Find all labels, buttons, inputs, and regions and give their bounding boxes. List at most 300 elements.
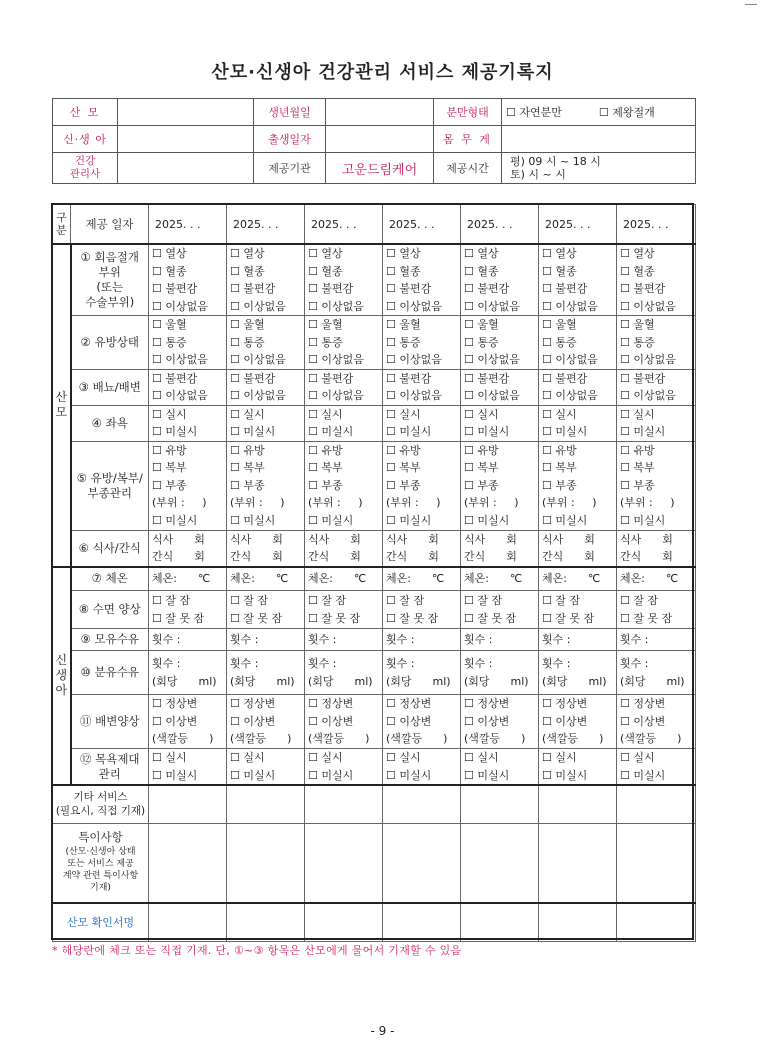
text-line: ☐ 부종	[386, 478, 421, 492]
text-line: ☐ 불편감	[230, 282, 276, 295]
record-cell[interactable]	[383, 530, 461, 567]
time-field[interactable]: 평) 09 시 ~ 18 시 토) 시 ~ 시	[502, 153, 696, 184]
record-cell[interactable]	[305, 695, 383, 749]
text-line: ☐ 미실시	[542, 768, 588, 782]
text-line: 산	[55, 390, 68, 405]
text-line: ☐ 이상변	[542, 714, 588, 728]
record-cell[interactable]	[539, 651, 617, 695]
page-number: - 9 -	[370, 1024, 395, 1038]
record-cell[interactable]	[227, 369, 305, 405]
record-cell[interactable]	[149, 695, 227, 749]
text-line: 횟수 :	[230, 657, 259, 670]
birthdate-field[interactable]	[326, 99, 434, 126]
record-cell[interactable]	[227, 441, 305, 530]
text-line: (색깔등 )	[386, 732, 448, 746]
date-cell[interactable]: 2025. . .	[617, 205, 696, 245]
birth-date-label: 출생일자	[254, 126, 326, 153]
text-line: ☐ 이상변	[230, 714, 276, 728]
text-line: 모	[55, 405, 68, 420]
other-service-cell[interactable]	[617, 785, 696, 823]
record-cell[interactable]	[305, 629, 383, 651]
record-cell[interactable]	[539, 530, 617, 567]
row-label-r11	[71, 695, 149, 749]
record-cell[interactable]	[149, 369, 227, 405]
text-line: ⑪ 배변양상	[79, 714, 140, 728]
special-notes-cell[interactable]	[539, 823, 617, 903]
text-line: ☐ 부종	[230, 478, 265, 492]
text-line: 간식 회	[308, 550, 361, 563]
record-cell[interactable]	[539, 695, 617, 749]
record-cell[interactable]	[149, 651, 227, 695]
text-line: ☐ 미실시	[230, 425, 276, 438]
newborn-label: 신·생 아	[53, 126, 118, 153]
text-line: (색깔등 )	[308, 732, 370, 746]
text-line: ☐ 이상없음	[152, 353, 208, 366]
other-service-cell[interactable]	[149, 785, 227, 823]
text-line: 간식 회	[230, 550, 283, 563]
record-table	[52, 204, 696, 942]
text-line: ① 회음절개	[80, 250, 139, 264]
text-line: ☐ 정상변	[464, 697, 510, 711]
text-line: (색깔등 )	[620, 732, 682, 746]
text-line: ☐ 미실시	[308, 425, 354, 438]
text-line: ☐ 미실시	[464, 768, 510, 782]
record-cell[interactable]	[305, 591, 383, 629]
newborn-section-label	[53, 567, 71, 786]
text-line: ☐ 미실시	[386, 768, 432, 782]
special-notes-cell[interactable]	[227, 823, 305, 903]
birth-date-field[interactable]	[326, 126, 434, 153]
text-line: ☐ 불편감	[620, 282, 666, 295]
record-cell[interactable]	[227, 316, 305, 370]
row-label-r12	[71, 749, 149, 786]
date-cell[interactable]: 2025. . .	[539, 205, 617, 245]
text-line: ☐ 불편감	[308, 282, 354, 295]
text-line: 또는 서비스 제공	[67, 859, 134, 870]
text-line: ☐ 부종	[308, 478, 343, 492]
text-line: (회당 ml)	[542, 674, 607, 688]
record-cell[interactable]	[305, 749, 383, 786]
text-line: (회당 ml)	[308, 674, 373, 688]
record-cell[interactable]	[149, 316, 227, 370]
text-line: ☐ 혈종	[620, 264, 655, 278]
record-cell[interactable]	[617, 651, 696, 695]
text-line: ☐ 실시	[620, 751, 655, 764]
text-line: ☐ 이상없음	[308, 389, 364, 402]
record-cell[interactable]	[305, 369, 383, 405]
record-cell[interactable]	[383, 244, 461, 316]
record-cell[interactable]	[539, 567, 617, 591]
text-line: 관리	[98, 766, 121, 781]
signature-cell[interactable]	[227, 903, 305, 941]
text-line: 기타 서비스	[73, 791, 128, 804]
text-line: 식사 회	[386, 532, 439, 546]
delivery-type-label: 분만형태	[434, 99, 502, 126]
record-cell[interactable]	[617, 591, 696, 629]
record-cell[interactable]	[383, 441, 461, 530]
other-service-cell[interactable]	[383, 785, 461, 823]
record-cell[interactable]	[461, 530, 539, 567]
text-line: ☐ 잘 못 잠	[230, 611, 283, 625]
text-line: ☐ 미실시	[620, 513, 666, 527]
text-line: ☐ 열상	[464, 247, 499, 260]
text-line: (색깔등 )	[230, 732, 292, 746]
text-line: ☐ 부종	[464, 478, 499, 492]
text-line: ☐ 실시	[542, 407, 577, 421]
text-line: ☐ 통증	[386, 335, 421, 349]
text-line: (색깔등 )	[464, 732, 526, 746]
record-cell[interactable]	[461, 591, 539, 629]
text-line: ☐ 유방	[620, 443, 655, 457]
text-line: ☐ 이상없음	[464, 299, 520, 313]
delivery-cesarean-checkbox[interactable]: ☐ 제왕절개	[598, 106, 655, 119]
text-line: 횟수 :	[386, 632, 415, 646]
text-line: ☐ 실시	[386, 751, 421, 764]
record-cell[interactable]	[383, 567, 461, 591]
text-line: ☐ 이상변	[620, 714, 666, 728]
section-header	[53, 205, 71, 245]
record-cell[interactable]	[617, 405, 696, 441]
signature-cell[interactable]	[383, 903, 461, 941]
record-cell[interactable]	[461, 405, 539, 441]
record-cell[interactable]	[383, 651, 461, 695]
record-cell[interactable]	[305, 441, 383, 530]
record-cell[interactable]	[539, 405, 617, 441]
record-cell[interactable]	[539, 441, 617, 530]
signature-cell[interactable]	[461, 903, 539, 941]
text-line: ☐ 울혈	[542, 318, 577, 331]
row-label-r4	[71, 405, 149, 441]
text-line: 체온: ℃	[542, 572, 601, 585]
text-line: (부위 : )	[464, 496, 519, 510]
text-line: ☐ 유방	[542, 443, 577, 457]
special-notes-label	[53, 823, 149, 903]
text-line: 간식 회	[464, 550, 517, 563]
text-line: ⑫ 목욕제대	[79, 751, 140, 766]
record-cell[interactable]	[305, 651, 383, 695]
text-line: ☐ 통증	[230, 335, 265, 349]
date-cell[interactable]: 2025. . .	[461, 205, 539, 245]
text-line: ☐ 울혈	[308, 318, 343, 331]
text-line: ☐ 정상변	[308, 697, 354, 711]
text-line: ☐ 이상변	[464, 714, 510, 728]
weight-label: 몸 무 게	[434, 126, 502, 153]
text-line: ☐ 불편감	[620, 371, 666, 385]
record-cell[interactable]	[383, 695, 461, 749]
text-line: 횟수 :	[620, 632, 649, 646]
other-service-cell[interactable]	[227, 785, 305, 823]
record-cell[interactable]	[227, 591, 305, 629]
text-line: ☐ 통증	[152, 335, 187, 349]
text-line: ☐ 실시	[308, 407, 343, 421]
text-line: 횟수 :	[308, 657, 337, 670]
text-line: 간식 회	[386, 550, 439, 563]
record-cell[interactable]	[461, 441, 539, 530]
record-cell[interactable]	[461, 651, 539, 695]
text-line: ☐ 실시	[152, 407, 187, 421]
text-line: 횟수 :	[464, 657, 493, 670]
text-line: ⑨ 모유수유	[80, 632, 139, 646]
text-line: ☐ 잘 잠	[620, 594, 659, 607]
text-line: ☐ 불편감	[464, 371, 510, 385]
record-cell[interactable]	[227, 749, 305, 786]
weight-field[interactable]	[502, 126, 696, 153]
text-line: 식사 회	[152, 532, 205, 546]
text-line: (색깔등 )	[542, 732, 604, 746]
record-cell[interactable]	[227, 530, 305, 567]
record-cell[interactable]	[149, 244, 227, 316]
text-line: 간식 회	[620, 550, 673, 563]
other-service-cell[interactable]	[305, 785, 383, 823]
row-label-r6	[71, 530, 149, 567]
newborn-name-field[interactable]	[118, 126, 254, 153]
record-cell[interactable]	[539, 369, 617, 405]
record-cell[interactable]	[461, 244, 539, 316]
record-cell[interactable]	[383, 316, 461, 370]
delivery-natural-checkbox[interactable]: ☐ 자연분만	[506, 106, 562, 119]
text-line: ☐ 열상	[542, 247, 577, 260]
text-line: ④ 좌욕	[91, 415, 128, 430]
record-cell[interactable]	[539, 316, 617, 370]
text-line: ☐ 울혈	[386, 318, 421, 331]
record-cell[interactable]	[383, 629, 461, 651]
text-line: ⑥ 식사/간식	[78, 540, 141, 555]
text-line: 횟수 :	[230, 632, 259, 646]
record-cell[interactable]	[149, 405, 227, 441]
record-cell[interactable]	[383, 369, 461, 405]
text-line: ☐ 이상없음	[308, 299, 364, 313]
mother-signature-label: 산모 확인서명	[53, 903, 149, 941]
text-line: ☐ 이상없음	[386, 389, 442, 402]
text-line: ☐ 복부	[308, 461, 343, 475]
text-line: ☐ 울혈	[230, 318, 265, 331]
record-cell[interactable]	[617, 567, 696, 591]
record-cell[interactable]	[227, 567, 305, 591]
manager-name-field[interactable]	[118, 153, 254, 184]
record-cell[interactable]	[617, 530, 696, 567]
text-line: ☐ 잘 잠	[386, 594, 425, 607]
time-label: 제공시간	[434, 153, 502, 184]
text-line: (부위 : )	[152, 496, 207, 510]
other-service-cell[interactable]	[539, 785, 617, 823]
text-line: ☐ 불편감	[152, 371, 198, 385]
record-cell[interactable]	[617, 629, 696, 651]
record-cell[interactable]	[227, 244, 305, 316]
record-cell[interactable]	[539, 629, 617, 651]
record-cell[interactable]	[305, 316, 383, 370]
text-line: (또는	[96, 280, 124, 294]
text-line: ☐ 통증	[542, 335, 577, 349]
row-label-r10	[71, 651, 149, 695]
text-line: 간식 회	[542, 550, 595, 563]
other-service-cell[interactable]	[461, 785, 539, 823]
record-cell[interactable]	[461, 695, 539, 749]
text-line: ☐ 유방	[152, 443, 187, 457]
text-line: 식사 회	[542, 532, 595, 546]
text-line: 체온: ℃	[308, 572, 367, 585]
record-cell[interactable]	[149, 749, 227, 786]
text-line: ☐ 복부	[464, 461, 499, 475]
text-line: ☐ 열상	[386, 247, 421, 260]
text-line: ☐ 이상없음	[464, 353, 520, 366]
text-line: ☐ 열상	[308, 247, 343, 260]
info-table	[52, 98, 696, 184]
text-line: ☐ 혈종	[152, 264, 187, 278]
text-line: ☐ 잘 잠	[542, 594, 581, 607]
special-notes-cell[interactable]	[305, 823, 383, 903]
text-line: ☐ 이상없음	[386, 353, 442, 366]
text-line: ☐ 이상변	[152, 714, 198, 728]
record-cell[interactable]	[305, 244, 383, 316]
text-line: ☐ 불편감	[152, 282, 198, 295]
text-line: ☐ 미실시	[386, 513, 432, 527]
text-line: ☐ 실시	[386, 407, 421, 421]
text-line: 횟수 :	[542, 632, 571, 646]
text-line: ☐ 실시	[230, 407, 265, 421]
text-line: ☐ 미실시	[386, 425, 432, 438]
text-line: ☐ 미실시	[152, 513, 198, 527]
text-line: ☐ 이상없음	[542, 353, 598, 366]
special-notes-cell[interactable]	[383, 823, 461, 903]
record-cell[interactable]	[539, 244, 617, 316]
record-cell[interactable]	[149, 629, 227, 651]
record-cell[interactable]	[617, 695, 696, 749]
text-line: ☐ 미실시	[464, 513, 510, 527]
agency-label: 제공기관	[254, 153, 326, 184]
text-line: ☐ 울혈	[620, 318, 655, 331]
text-line: ☐ 통증	[620, 335, 655, 349]
text-line: 식사 회	[464, 532, 517, 546]
text-line: ☐ 부종	[152, 478, 187, 492]
record-cell[interactable]	[149, 441, 227, 530]
text-line: ☐ 미실시	[620, 425, 666, 438]
record-cell[interactable]	[539, 591, 617, 629]
record-cell[interactable]	[149, 530, 227, 567]
date-cell[interactable]: 2025. . .	[305, 205, 383, 245]
text-line: ☐ 혈종	[230, 264, 265, 278]
text-line: 식사 회	[230, 532, 283, 546]
text-line: (회당 ml)	[620, 674, 685, 688]
text-line: (회당 ml)	[386, 674, 451, 688]
text-line: ☐ 울혈	[464, 318, 499, 331]
text-line: 횟수 :	[308, 632, 337, 646]
record-cell[interactable]	[227, 651, 305, 695]
special-notes-cell[interactable]	[149, 823, 227, 903]
footnote: * 해당란에 체크 또는 직접 기재. 단, ①~③ 항목은 산모에게 물어서 기재할 수 있음	[52, 944, 462, 957]
record-cell[interactable]	[305, 567, 383, 591]
text-line: (회당 ml)	[230, 674, 295, 688]
record-cell[interactable]	[539, 749, 617, 786]
text-line: (부위 : )	[542, 496, 597, 510]
text-line: 부위	[98, 265, 121, 279]
text-line: (부위 : )	[620, 496, 675, 510]
record-cell[interactable]	[461, 567, 539, 591]
text-line: ☐ 잘 잠	[152, 594, 191, 607]
text-line: ☐ 이상없음	[230, 353, 286, 366]
birthdate-label: 생년월일	[254, 99, 326, 126]
row-label-r9	[71, 629, 149, 651]
record-cell[interactable]	[461, 316, 539, 370]
date-cell[interactable]: 2025. . .	[227, 205, 305, 245]
record-cell[interactable]	[383, 749, 461, 786]
text-line: ☐ 정상변	[152, 697, 198, 711]
text-line: ☐ 실시	[464, 407, 499, 421]
text-line: ⑩ 분유수유	[80, 665, 139, 679]
text-line: ☐ 혈종	[542, 264, 577, 278]
signature-cell[interactable]	[149, 903, 227, 941]
signature-cell[interactable]	[617, 903, 696, 941]
record-cell[interactable]	[305, 530, 383, 567]
text-line: ☐ 잘 못 잠	[152, 611, 205, 625]
text-line: 횟수 :	[152, 632, 181, 646]
text-line: ☐ 울혈	[152, 318, 187, 331]
text-line: ③ 배뇨/배변	[78, 379, 141, 394]
text-line: ☐ 이상없음	[620, 389, 676, 402]
text-line: ☐ 미실시	[308, 513, 354, 527]
text-line: ☐ 미실시	[620, 768, 666, 782]
record-cell[interactable]	[617, 749, 696, 786]
record-cell[interactable]	[383, 591, 461, 629]
record-cell[interactable]	[617, 244, 696, 316]
text-line: 횟수 :	[152, 657, 181, 670]
record-cell[interactable]	[617, 316, 696, 370]
text-line: ☐ 이상없음	[620, 299, 676, 313]
text-line: ☐ 열상	[620, 247, 655, 260]
record-cell[interactable]	[149, 567, 227, 591]
text-line: ☐ 실시	[620, 407, 655, 421]
row-label-r1	[71, 244, 149, 316]
text-line: ☐ 불편감	[542, 282, 588, 295]
text-line: 체온: ℃	[230, 572, 289, 585]
signature-cell[interactable]	[305, 903, 383, 941]
text-line: ☐ 유방	[230, 443, 265, 457]
special-notes-cell[interactable]	[461, 823, 539, 903]
special-notes-cell[interactable]	[617, 823, 696, 903]
record-cell[interactable]	[227, 695, 305, 749]
mother-name-field[interactable]	[118, 99, 254, 126]
section-header-char: 분	[56, 224, 67, 237]
record-cell[interactable]	[617, 369, 696, 405]
text-line: ☐ 잘 잠	[230, 594, 269, 607]
row-label-r5	[71, 441, 149, 530]
record-cell[interactable]	[227, 405, 305, 441]
text-line: ☐ 실시	[308, 751, 343, 764]
record-cell[interactable]	[617, 441, 696, 530]
record-cell[interactable]	[461, 749, 539, 786]
signature-cell[interactable]	[539, 903, 617, 941]
text-line: ☐ 부종	[620, 478, 655, 492]
record-cell[interactable]	[227, 629, 305, 651]
record-cell[interactable]	[383, 405, 461, 441]
text-line: 식사 회	[620, 532, 673, 546]
text-line: 계약 관련 특이사항	[62, 871, 139, 882]
text-line: ☐ 혈종	[308, 264, 343, 278]
record-cell[interactable]	[305, 405, 383, 441]
row-label-r3	[71, 369, 149, 405]
text-line: ☐ 미실시	[308, 768, 354, 782]
date-cell[interactable]: 2025. . .	[383, 205, 461, 245]
text-line: 식사 회	[308, 532, 361, 546]
date-cell[interactable]: 2025. . .	[149, 205, 227, 245]
text-line: ☐ 복부	[152, 461, 187, 475]
record-cell[interactable]	[149, 591, 227, 629]
record-cell[interactable]	[461, 369, 539, 405]
text-line: ☐ 잘 못 잠	[620, 611, 673, 625]
record-cell[interactable]	[461, 629, 539, 651]
agency-value: 고운드림케어	[326, 153, 434, 184]
text-line: 수술부위)	[85, 295, 135, 309]
text-line: ☐ 미실시	[152, 768, 198, 782]
